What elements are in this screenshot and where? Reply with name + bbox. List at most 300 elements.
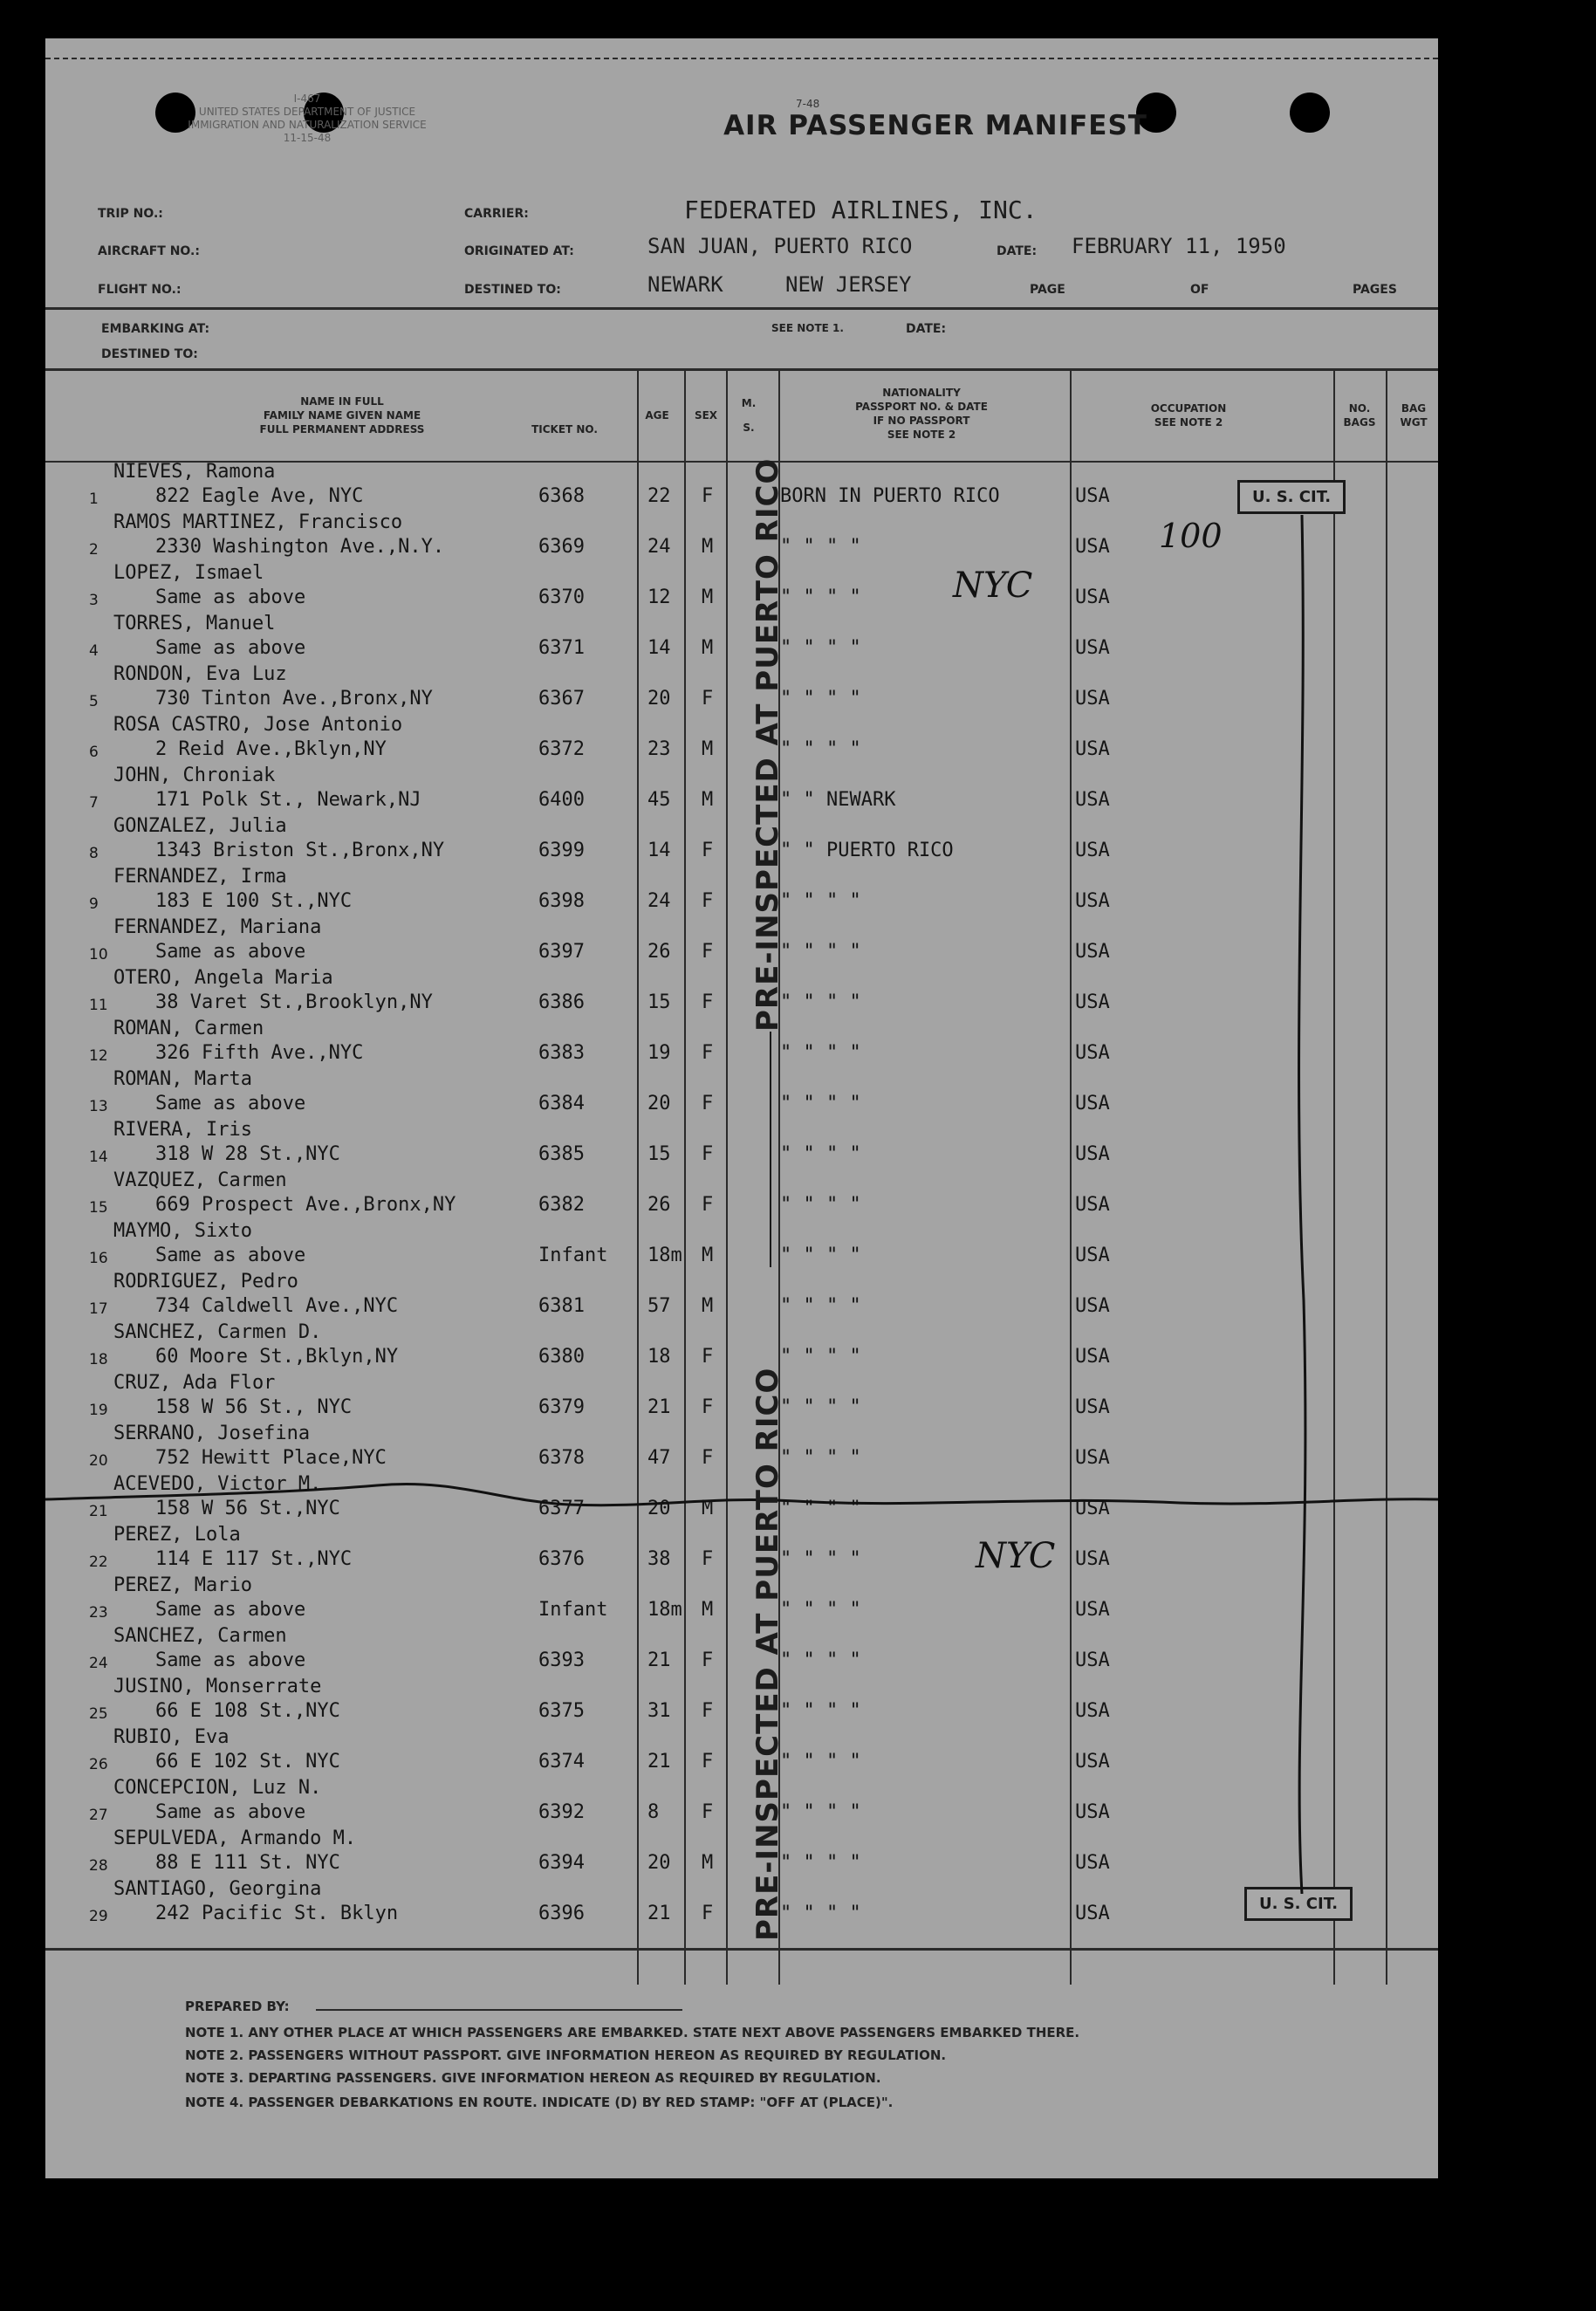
note-2: NOTE 2. PASSENGERS WITHOUT PASSPORT. GIVE INFORMATION HEREON AS REQUIRED BY REGULATION. xyxy=(185,2047,947,2063)
passenger-age: 23 xyxy=(647,738,671,760)
strike-line xyxy=(45,1470,1438,1522)
nationality-value: BORN IN PUERTO RICO xyxy=(780,485,1000,507)
passenger-sex: F xyxy=(702,1143,714,1165)
ticket-number: 6396 xyxy=(538,1903,585,1924)
table-row xyxy=(45,1370,1438,1421)
note-3: NOTE 3. DEPARTING PASSENGERS. GIVE INFORMATION HEREON AS REQUIRED BY REGULATION. xyxy=(185,2070,881,2086)
passenger-address: 60 Moore St.,Bklyn,NY xyxy=(155,1346,399,1368)
passenger-sex: M xyxy=(702,637,714,659)
nationality-value: " " " " xyxy=(780,1903,861,1924)
ticket-number: 6379 xyxy=(538,1396,585,1418)
citizenship-value: USA xyxy=(1075,1599,1110,1621)
note-4: NOTE 4. PASSENGER DEBARKATIONS EN ROUTE. INDICATE (D) BY RED STAMP: "OFF AT (PLACE)". xyxy=(185,2095,894,2110)
passenger-name: PEREZ, Mario xyxy=(113,1574,252,1596)
passenger-address: Same as above xyxy=(155,586,306,608)
row-number: 22 xyxy=(89,1553,108,1571)
family-given-header: FAMILY NAME GIVEN NAME xyxy=(263,409,421,422)
us-cit-stamp: U. S. CIT. xyxy=(1237,480,1346,514)
passenger-age: 14 xyxy=(647,637,671,659)
citizenship-value: USA xyxy=(1075,1903,1110,1924)
trip-label: TRIP NO.: xyxy=(98,207,163,221)
passenger-name: JOHN, Chroniak xyxy=(113,765,276,786)
table-row xyxy=(45,1623,1438,1674)
ticket-number: 6399 xyxy=(538,840,585,861)
citizenship-value: USA xyxy=(1075,941,1110,963)
citizenship-value: USA xyxy=(1075,1396,1110,1418)
passenger-address: 752 Hewitt Place,NYC xyxy=(155,1447,387,1469)
ticket-number: 6374 xyxy=(538,1751,585,1773)
destined-label: DESTINED TO: xyxy=(464,283,561,297)
passenger-name: MAYMO, Sixto xyxy=(113,1220,252,1242)
passenger-address: 66 E 108 St.,NYC xyxy=(155,1700,340,1722)
nationality-value: " " " " xyxy=(780,1346,861,1368)
passenger-age: 22 xyxy=(647,485,671,507)
row-number: 16 xyxy=(89,1250,108,1267)
row-number: 21 xyxy=(89,1503,108,1520)
stamp-rule xyxy=(770,1032,771,1267)
nationality-value: " " " " xyxy=(780,536,861,558)
passenger-sex: F xyxy=(702,890,714,912)
row-number: 23 xyxy=(89,1604,108,1622)
nationality-value: " " " " xyxy=(780,941,861,963)
passenger-sex: F xyxy=(702,991,714,1013)
citizenship-value: USA xyxy=(1075,1346,1110,1368)
date-label: DATE: xyxy=(997,244,1038,258)
row-number: 4 xyxy=(89,642,99,660)
passenger-sex: F xyxy=(702,485,714,507)
passenger-name: JUSINO, Monserrate xyxy=(113,1676,322,1697)
table-row xyxy=(45,1522,1438,1573)
passenger-name: RONDON, Eva Luz xyxy=(113,663,287,685)
table-row xyxy=(45,1016,1438,1066)
row-number: 6 xyxy=(89,744,99,761)
passenger-address: Same as above xyxy=(155,1801,306,1823)
table-row xyxy=(45,864,1438,915)
passenger-address: 66 E 102 St. NYC xyxy=(155,1751,340,1773)
passenger-age: 21 xyxy=(647,1751,671,1773)
citizenship-value: USA xyxy=(1075,1852,1110,1874)
passenger-address: 669 Prospect Ave.,Bronx,NY xyxy=(155,1194,456,1216)
form-code: I-467 xyxy=(293,93,321,105)
passenger-address: Same as above xyxy=(155,1599,306,1621)
passenger-address: 1343 Briston St.,Bronx,NY xyxy=(155,840,445,861)
flight-label: FLIGHT NO.: xyxy=(98,283,182,297)
nationality-value: " " " " xyxy=(780,1498,861,1519)
passenger-name: LOPEZ, Ismael xyxy=(113,562,264,584)
row-number: 7 xyxy=(89,794,99,812)
passenger-address: 158 W 56 St., NYC xyxy=(155,1396,353,1418)
bags-no: NO. xyxy=(1348,402,1371,415)
passenger-age: 21 xyxy=(647,1396,671,1418)
bags-label: BAGS xyxy=(1343,416,1376,429)
citizenship-value: USA xyxy=(1075,1751,1110,1773)
handwritten-bracket-line xyxy=(1284,515,1319,1894)
passenger-sex: F xyxy=(702,1801,714,1823)
passenger-address: Same as above xyxy=(155,941,306,963)
name-column-header xyxy=(159,394,525,436)
passenger-address: 730 Tinton Ave.,Bronx,NY xyxy=(155,688,433,710)
nationality-value: " " " " xyxy=(780,586,861,608)
nationality-value: " " " " xyxy=(780,1548,861,1570)
passenger-age: 18m xyxy=(647,1599,682,1621)
passenger-name: OTERO, Angela Maria xyxy=(113,967,333,989)
table-row xyxy=(45,915,1438,965)
passenger-sex: M xyxy=(702,586,714,608)
passenger-age: 57 xyxy=(647,1295,671,1317)
row-number: 29 xyxy=(89,1908,108,1925)
carrier-label: CARRIER: xyxy=(464,207,529,221)
passenger-age: 14 xyxy=(647,840,671,861)
nationality-value: " " " " xyxy=(780,637,861,659)
ticket-number: 6382 xyxy=(538,1194,585,1216)
nationality-value: " " PUERTO RICO xyxy=(780,840,954,861)
citizenship-value: USA xyxy=(1075,1093,1110,1114)
passenger-address: 171 Polk St., Newark,NJ xyxy=(155,789,421,811)
nationality-value: " " " " xyxy=(780,1143,861,1165)
nationality-value: " " " " xyxy=(780,1396,861,1418)
ticket-number: 6385 xyxy=(538,1143,585,1165)
table-row xyxy=(45,1066,1438,1117)
passenger-age: 18m xyxy=(647,1245,682,1266)
ticket-number: 6378 xyxy=(538,1447,585,1469)
passenger-address: 2 Reid Ave.,Bklyn,NY xyxy=(155,738,387,760)
bag-weight-column-header xyxy=(1389,401,1438,429)
passenger-name: FERNANDEZ, Mariana xyxy=(113,916,322,938)
ticket-number: 6375 xyxy=(538,1700,585,1722)
passenger-age: 8 xyxy=(647,1801,660,1823)
passenger-sex: F xyxy=(702,1447,714,1469)
ticket-number: 6384 xyxy=(538,1093,585,1114)
ticket-number: 6392 xyxy=(538,1801,585,1823)
carrier-value: FEDERATED AIRLINES, INC. xyxy=(684,195,1038,224)
citizenship-value: USA xyxy=(1075,586,1110,608)
ticket-number: 6400 xyxy=(538,789,585,811)
citizenship-value: USA xyxy=(1075,688,1110,710)
passenger-sex: F xyxy=(702,1903,714,1924)
passenger-sex: F xyxy=(702,1194,714,1216)
citizenship-value: USA xyxy=(1075,1447,1110,1469)
passenger-sex: F xyxy=(702,1649,714,1671)
ticket-column-header: TICKET NO. xyxy=(531,423,598,435)
occupation-column-header xyxy=(1075,401,1302,429)
nationality-value: " " " " xyxy=(780,1599,861,1621)
passenger-name: SANCHEZ, Carmen D. xyxy=(113,1321,322,1343)
handwritten-nyc: NYC xyxy=(976,1536,1056,1576)
table-top-line xyxy=(45,368,1438,371)
header-divider xyxy=(45,307,1438,310)
passenger-address: Same as above xyxy=(155,1245,306,1266)
nationality-value: " " " " xyxy=(780,1447,861,1469)
punch-hole xyxy=(1290,93,1330,133)
nationality-value: " " " " xyxy=(780,688,861,710)
citizenship-value: USA xyxy=(1075,991,1110,1013)
page-label: PAGE xyxy=(1030,283,1065,297)
passenger-name: RAMOS MARTINEZ, Francisco xyxy=(113,511,403,533)
row-number: 3 xyxy=(89,592,99,609)
passenger-name: SANCHEZ, Carmen xyxy=(113,1625,287,1647)
passenger-name: SERRANO, Josefina xyxy=(113,1423,311,1444)
passenger-age: 20 xyxy=(647,1093,671,1114)
ticket-number: 6381 xyxy=(538,1295,585,1317)
passenger-sex: F xyxy=(702,1042,714,1064)
passenger-age: 38 xyxy=(647,1548,671,1570)
ticket-number: 6398 xyxy=(538,890,585,912)
passenger-sex: F xyxy=(702,1751,714,1773)
table-row xyxy=(45,1725,1438,1775)
ms-column-header xyxy=(731,396,766,435)
passenger-sex: M xyxy=(702,789,714,811)
passenger-sex: M xyxy=(702,1295,714,1317)
row-number: 24 xyxy=(89,1655,108,1672)
ticket-number: 6376 xyxy=(538,1548,585,1570)
ticket-number: 6377 xyxy=(538,1498,585,1519)
citizenship-value: USA xyxy=(1075,789,1110,811)
embarking-label: EMBARKING AT: xyxy=(101,322,210,336)
ms-m: M. xyxy=(741,397,757,409)
occupation-note: SEE NOTE 2 xyxy=(1154,416,1223,429)
citizenship-value: USA xyxy=(1075,637,1110,659)
row-number: 17 xyxy=(89,1300,108,1318)
row-number: 28 xyxy=(89,1857,108,1875)
passenger-age: 20 xyxy=(647,1852,671,1874)
table-row xyxy=(45,1269,1438,1320)
citizenship-value: USA xyxy=(1075,738,1110,760)
passenger-address: 318 W 28 St.,NYC xyxy=(155,1143,340,1165)
row-number: 10 xyxy=(89,946,108,963)
us-cit-stamp: U. S. CIT. xyxy=(1244,1887,1353,1921)
service-name: IMMIGRATION AND NATURALIZATION SERVICE xyxy=(188,119,427,131)
passenger-address: 38 Varet St.,Brooklyn,NY xyxy=(155,991,433,1013)
passenger-age: 24 xyxy=(647,536,671,558)
nationality-value: " " NEWARK xyxy=(780,789,896,811)
agency-header xyxy=(93,93,521,145)
passenger-sex: M xyxy=(702,1245,714,1266)
citizenship-value: USA xyxy=(1075,1295,1110,1317)
see-note2-line: SEE NOTE 2 xyxy=(887,429,956,441)
passenger-name: RUBIO, Eva xyxy=(113,1726,229,1748)
page-title: AIR PASSENGER MANIFEST xyxy=(723,110,1147,141)
passenger-name: PEREZ, Lola xyxy=(113,1524,241,1546)
passenger-sex: F xyxy=(702,1346,714,1368)
passenger-sex: M xyxy=(702,1599,714,1621)
passenger-sex: M xyxy=(702,738,714,760)
date2-label: DATE: xyxy=(906,322,947,336)
row-number: 13 xyxy=(89,1098,108,1115)
nationality-value: " " " " xyxy=(780,890,861,912)
handwritten-nyc: NYC xyxy=(953,566,1033,606)
passenger-name: RODRIGUEZ, Pedro xyxy=(113,1271,298,1293)
citizenship-value: USA xyxy=(1075,1700,1110,1722)
passenger-address: 326 Fifth Ave.,NYC xyxy=(155,1042,364,1064)
table-row xyxy=(45,1168,1438,1218)
nationality-value: " " " " xyxy=(780,1093,861,1114)
address-header: FULL PERMANENT ADDRESS xyxy=(259,423,425,435)
passenger-age: 20 xyxy=(647,1498,671,1519)
prepared-by-line xyxy=(316,2009,682,2011)
date-value: FEBRUARY 11, 1950 xyxy=(1072,234,1286,258)
table-row xyxy=(45,813,1438,864)
originated-value: SAN JUAN, PUERTO RICO xyxy=(647,234,913,258)
row-number: 25 xyxy=(89,1705,108,1723)
destined-city-value: NEWARK xyxy=(647,272,723,297)
passenger-age: 12 xyxy=(647,586,671,608)
nationality-value: " " " " xyxy=(780,1751,861,1773)
citizenship-value: USA xyxy=(1075,1649,1110,1671)
passenger-sex: F xyxy=(702,840,714,861)
passport-line: PASSPORT NO. & DATE xyxy=(855,401,988,413)
nationality-value: " " " " xyxy=(780,1649,861,1671)
citizenship-value: USA xyxy=(1075,890,1110,912)
ticket-number: 6367 xyxy=(538,688,585,710)
table-row xyxy=(45,763,1438,813)
citizenship-value: USA xyxy=(1075,536,1110,558)
passenger-address: Same as above xyxy=(155,1093,306,1114)
passenger-age: 45 xyxy=(647,789,671,811)
citizenship-value: USA xyxy=(1075,1498,1110,1519)
passenger-sex: F xyxy=(702,1548,714,1570)
table-row xyxy=(45,1775,1438,1826)
manifest-sheet xyxy=(45,38,1438,2178)
passenger-name: ACEVEDO, Victor M. xyxy=(113,1473,322,1495)
passenger-address: 242 Pacific St. Bklyn xyxy=(155,1903,399,1924)
passenger-sex: M xyxy=(702,1852,714,1874)
passenger-name: TORRES, Manuel xyxy=(113,613,276,634)
passenger-age: 15 xyxy=(647,991,671,1013)
passenger-name: VAZQUEZ, Carmen xyxy=(113,1169,287,1191)
ticket-number: 6397 xyxy=(538,941,585,963)
table-row xyxy=(45,965,1438,1016)
table-bottom-line xyxy=(45,1948,1438,1951)
row-number: 19 xyxy=(89,1402,108,1419)
citizenship-value: USA xyxy=(1075,1801,1110,1823)
row-number: 26 xyxy=(89,1756,108,1773)
nationality-value: " " " " xyxy=(780,1042,861,1064)
citizenship-value: USA xyxy=(1075,485,1110,507)
citizenship-value: USA xyxy=(1075,1042,1110,1064)
nationality-value: " " " " xyxy=(780,991,861,1013)
row-number: 27 xyxy=(89,1807,108,1824)
ticket-number: 6370 xyxy=(538,586,585,608)
passenger-address: 734 Caldwell Ave.,NYC xyxy=(155,1295,399,1317)
citizenship-value: USA xyxy=(1075,1143,1110,1165)
nationality-title: NATIONALITY xyxy=(882,387,961,399)
passenger-sex: F xyxy=(702,1093,714,1114)
citizenship-value: USA xyxy=(1075,1548,1110,1570)
row-number: 1 xyxy=(89,490,99,508)
table-row xyxy=(45,1320,1438,1370)
passenger-address: 88 E 111 St. NYC xyxy=(155,1852,340,1874)
row-number: 9 xyxy=(89,895,99,913)
citizenship-value: USA xyxy=(1075,840,1110,861)
occupation-title: OCCUPATION xyxy=(1150,402,1227,415)
passenger-age: 31 xyxy=(647,1700,671,1722)
passenger-age: 26 xyxy=(647,1194,671,1216)
passenger-age: 20 xyxy=(647,688,671,710)
ticket-number: 6386 xyxy=(538,991,585,1013)
passenger-name: NIEVES, Ramona xyxy=(113,461,276,483)
pre-inspected-stamp: PRE-INSPECTED AT PUERTO RICO xyxy=(750,1367,785,1941)
passenger-name: CRUZ, Ada Flor xyxy=(113,1372,276,1394)
passenger-age: 15 xyxy=(647,1143,671,1165)
nationality-column-header xyxy=(782,386,1061,442)
passenger-sex: F xyxy=(702,1396,714,1418)
nationality-value: " " " " xyxy=(780,1295,861,1317)
destined-state-value: NEW JERSEY xyxy=(785,272,912,297)
table-row xyxy=(45,560,1438,611)
table-row xyxy=(45,510,1438,560)
row-number: 18 xyxy=(89,1351,108,1368)
note-1: NOTE 1. ANY OTHER PLACE AT WHICH PASSENGERS ARE EMBARKED. STATE NEXT ABOVE PASSENGERS EMBARKED THERE. xyxy=(185,2025,1080,2040)
passenger-name: ROMAN, Carmen xyxy=(113,1018,264,1039)
passenger-address: Same as above xyxy=(155,637,306,659)
passenger-sex: M xyxy=(702,1498,714,1519)
passenger-address: 822 Eagle Ave, NYC xyxy=(155,485,364,507)
passenger-name: CONCEPCION, Luz N. xyxy=(113,1777,322,1799)
passenger-name: SANTIAGO, Georgina xyxy=(113,1878,322,1900)
passenger-age: 18 xyxy=(647,1346,671,1368)
ms-s: S. xyxy=(743,422,755,434)
originated-label: ORIGINATED AT: xyxy=(464,244,574,258)
agency-name: UNITED STATES DEPARTMENT OF JUSTICE xyxy=(198,106,416,118)
form-date: 11-15-48 xyxy=(283,132,332,144)
ticket-number: 6372 xyxy=(538,738,585,760)
table-row xyxy=(45,1826,1438,1876)
passenger-sex: F xyxy=(702,688,714,710)
form-number: 7-48 xyxy=(796,98,820,110)
row-number: 15 xyxy=(89,1199,108,1217)
ticket-number: 6371 xyxy=(538,637,585,659)
ticket-number: 6393 xyxy=(538,1649,585,1671)
nationality-value: " " " " xyxy=(780,1194,861,1216)
table-row xyxy=(45,1674,1438,1725)
table-row xyxy=(45,662,1438,712)
passenger-sex: F xyxy=(702,941,714,963)
nationality-value: " " " " xyxy=(780,1852,861,1874)
row-number: 8 xyxy=(89,845,99,862)
row-number: 2 xyxy=(89,541,99,559)
nationality-value: " " " " xyxy=(780,1700,861,1722)
row-number: 5 xyxy=(89,693,99,710)
passenger-age: 19 xyxy=(647,1042,671,1064)
see-note-label: SEE NOTE 1. xyxy=(771,322,844,334)
pre-inspected-stamp: PRE-INSPECTED AT PUERTO RICO xyxy=(750,457,785,1032)
wgt-label: WGT xyxy=(1400,416,1428,429)
perforation-line xyxy=(45,58,1438,59)
citizenship-value: USA xyxy=(1075,1245,1110,1266)
table-row xyxy=(45,1421,1438,1471)
passenger-address: 2330 Washington Ave.,N.Y. xyxy=(155,536,445,558)
passenger-address: 183 E 100 St.,NYC xyxy=(155,890,353,912)
nationality-value: " " " " xyxy=(780,1245,861,1266)
sex-column-header: SEX xyxy=(694,409,718,422)
passenger-address: 114 E 117 St.,NYC xyxy=(155,1548,353,1570)
passenger-age: 47 xyxy=(647,1447,671,1469)
passenger-age: 26 xyxy=(647,941,671,963)
table-row xyxy=(45,1573,1438,1623)
age-column-header: AGE xyxy=(645,409,669,422)
bag-label: BAG xyxy=(1401,402,1427,415)
citizenship-value: USA xyxy=(1075,1194,1110,1216)
passenger-name: ROMAN, Marta xyxy=(113,1068,252,1090)
ticket-number: Infant xyxy=(538,1599,608,1621)
nationality-value: " " " " xyxy=(780,738,861,760)
passenger-sex: M xyxy=(702,536,714,558)
row-number: 12 xyxy=(89,1047,108,1065)
passenger-age: 21 xyxy=(647,1903,671,1924)
aircraft-label: AIRCRAFT NO.: xyxy=(98,244,200,258)
passenger-name: GONZALEZ, Julia xyxy=(113,815,287,837)
table-row xyxy=(45,1117,1438,1168)
